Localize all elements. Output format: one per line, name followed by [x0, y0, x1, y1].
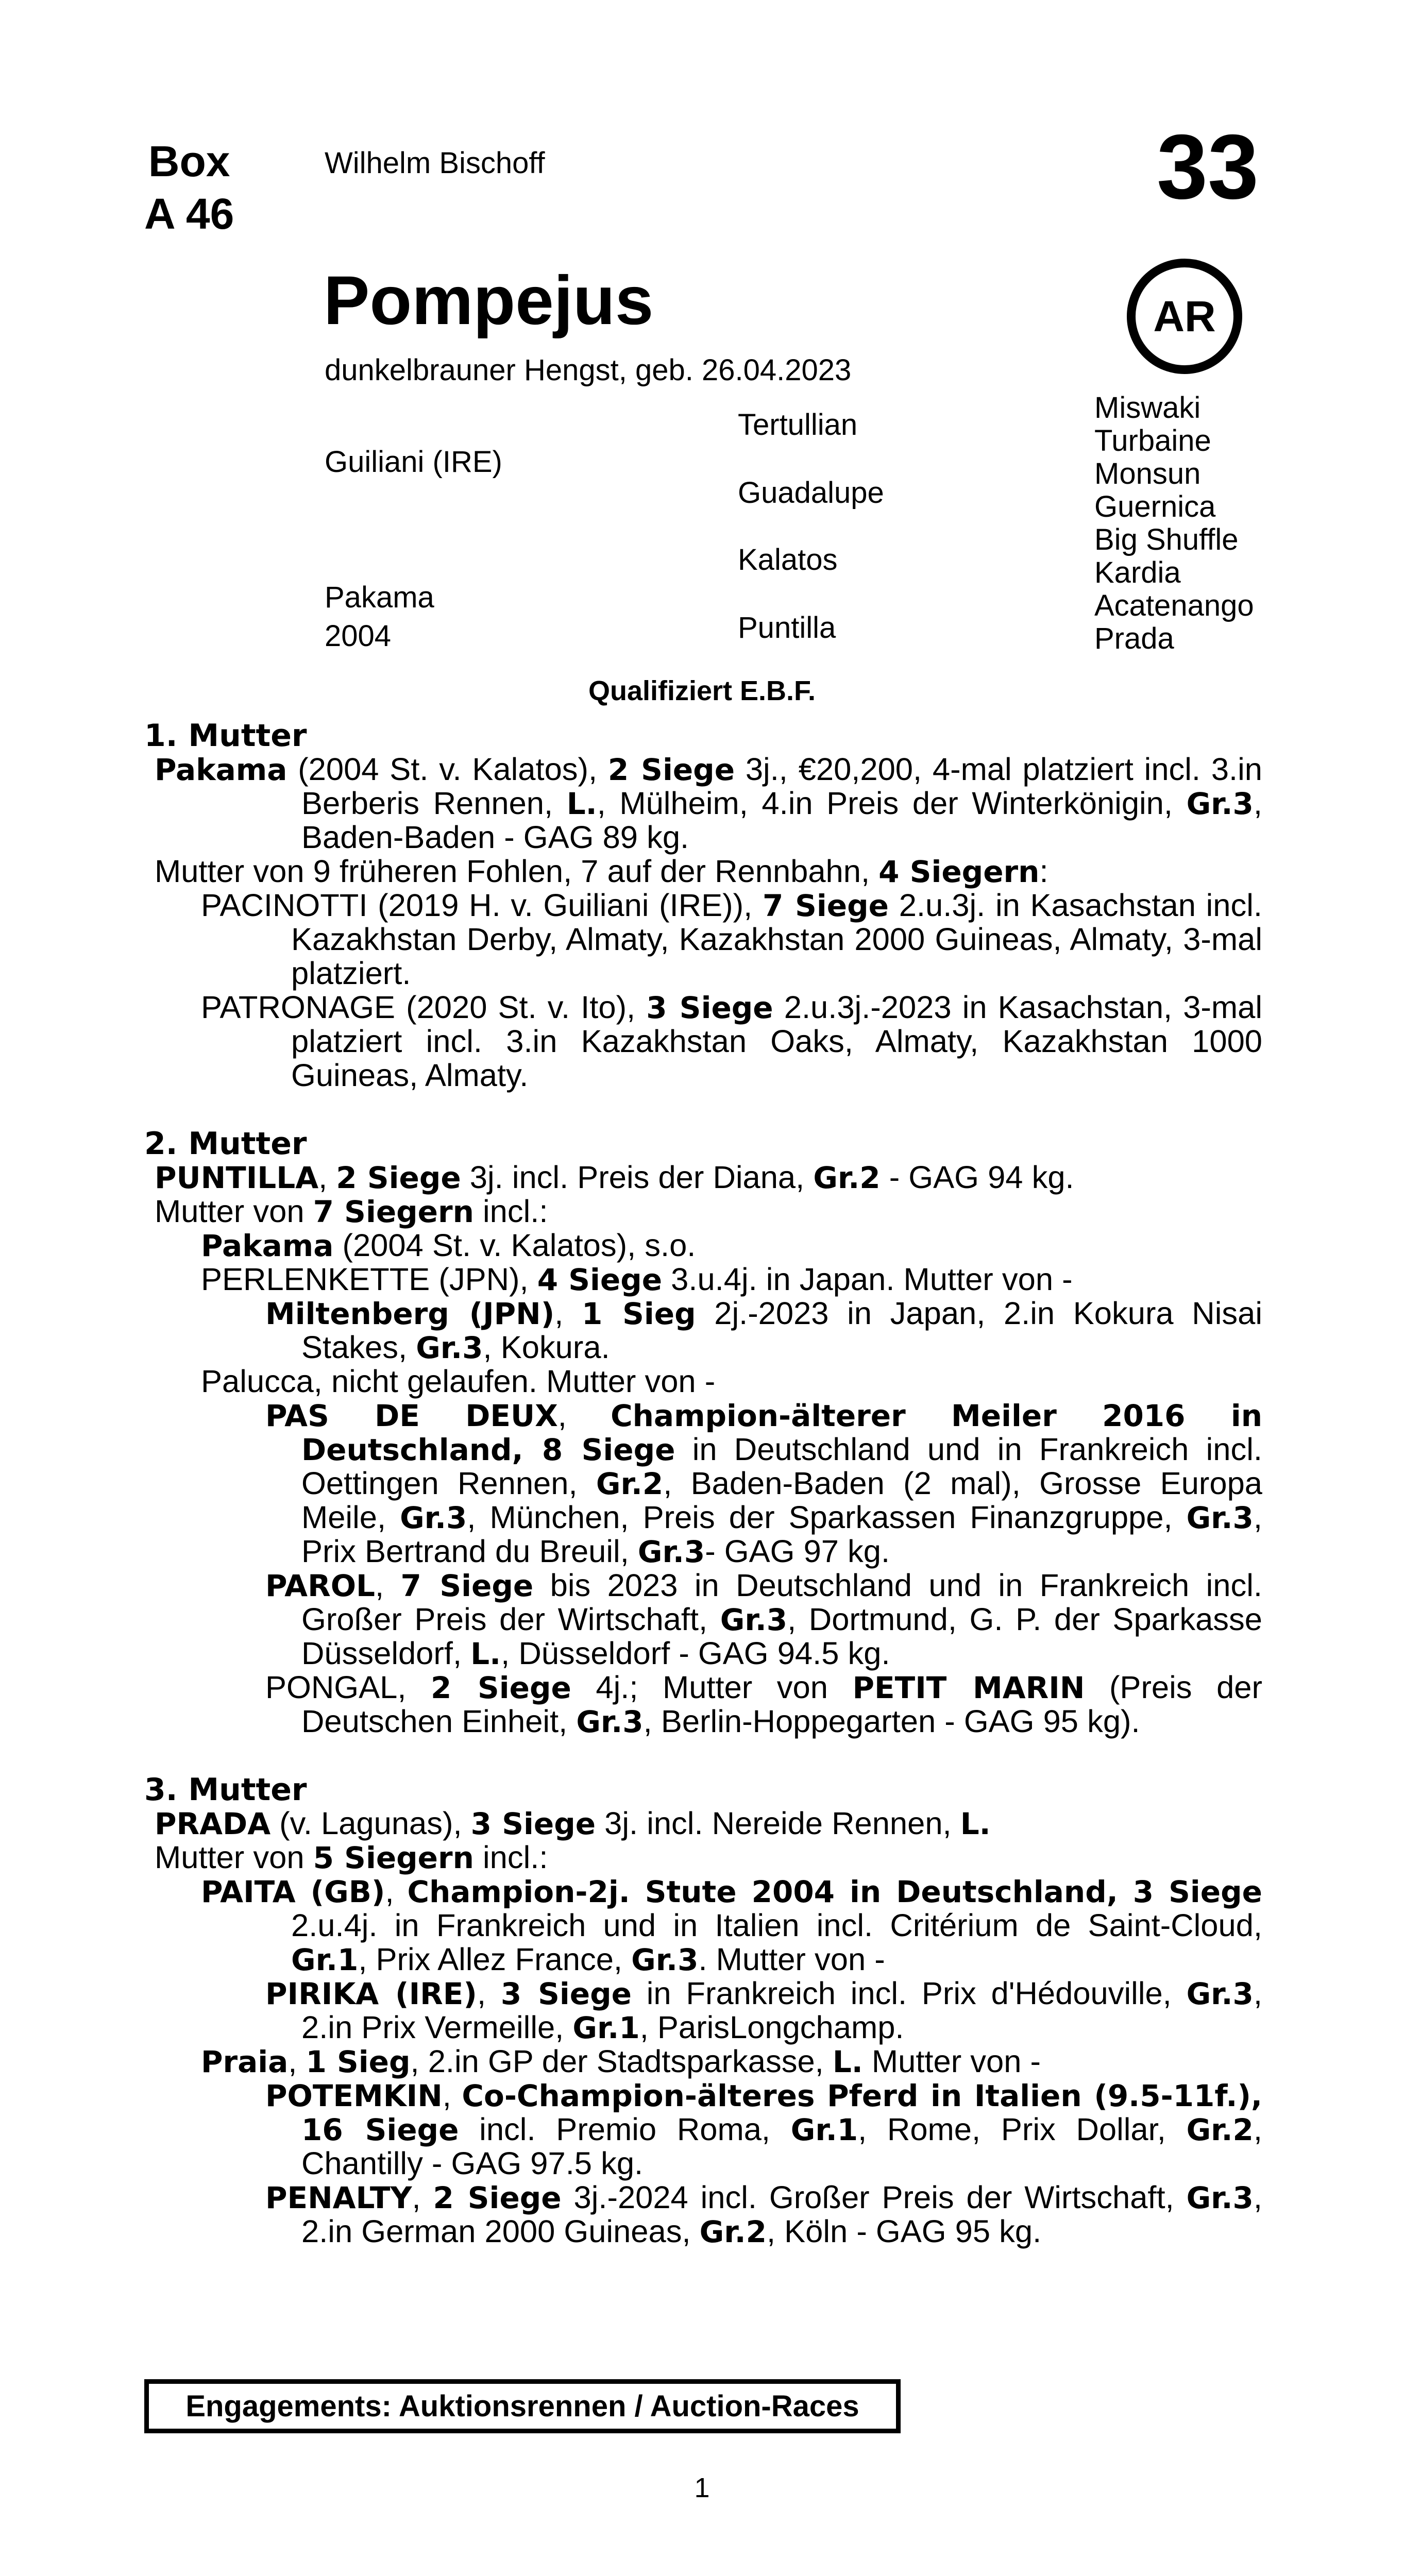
pedigree-great-grandparents [1094, 392, 1254, 655]
pedigree-ggp-4: Guernica [1094, 490, 1216, 523]
pedigree-gp-1: Tertullian [738, 408, 858, 442]
pedigree-ggp-5: Big Shuffle [1094, 523, 1239, 556]
lot-number: 33 [1157, 115, 1259, 218]
box-label [144, 135, 234, 240]
pedigree-sire: Guiliani (IRE) [325, 445, 502, 479]
box-number: A 46 [144, 190, 234, 238]
pedigree-ggp-2: Turbaine [1094, 424, 1211, 457]
engagements-box [144, 2379, 901, 2433]
owner-name: Wilhelm Bischoff [325, 146, 545, 180]
section-gap [144, 1739, 1262, 1773]
pedigree-entry: PAS DE DEUX, Champion-älterer Meiler 2016 in Deutschland, 8 Siege in Deutschland und in Frankreich incl. Oettingen Rennen, Gr.2, Baden-Baden (2 mal), Grosse Europa Meile, Gr.3, München, Preis der Sparkassen Finanzgruppe, Gr.3, Prix Bertrand du Breuil, Gr.3- GAG 97 kg. [265, 1398, 1262, 1569]
pedigree-entry: Pakama (2004 St. v. Kalatos), 2 Siege 3j., €20,200, 4-mal platziert incl. 3.in Berberis Rennen, L., Mülheim, 4.in Preis der Winterkönigin, Gr.3, Baden-Baden - GAG 89 kg. [155, 752, 1262, 855]
ar-badge [1127, 259, 1242, 374]
pedigree-entry: PONGAL, 2 Siege 4j.; Mutter von PETIT MARIN (Preis der Deutschen Einheit, Gr.3, Berlin-Hoppegarten - GAG 95 kg). [265, 1670, 1262, 1739]
pedigree-dam-year: 2004 [325, 619, 392, 653]
section-gap [144, 1093, 1262, 1127]
pedigree-gp-3: Kalatos [738, 543, 838, 577]
ar-badge-label: AR [1153, 292, 1216, 341]
pedigree-entry: Pakama (2004 St. v. Kalatos), s.o. [201, 1228, 696, 1263]
pedigree-entry: Praia, 1 Sieg, 2.in GP der Stadtsparkasse, L. Mutter von - [201, 2044, 1041, 2079]
pedigree-entry: Palucca, nicht gelaufen. Mutter von - [201, 1364, 716, 1399]
catalogue-text [144, 719, 1262, 2249]
pedigree-ggp-7: Acatenango [1094, 589, 1254, 622]
pedigree-entry: PERLENKETTE (JPN), 4 Siege 3.u.4j. in Japan. Mutter von - [201, 1262, 1073, 1297]
pedigree-entry: PATRONAGE (2020 St. v. Ito), 3 Siege 2.u.3j.-2023 in Kasachstan, 3-mal platziert incl. 3.in Kazakhstan Oaks, Almaty, Kazakhstan 1000 Guineas, Almaty. [201, 990, 1262, 1093]
box-label-text: Box [148, 137, 230, 185]
pedigree-dam: Pakama [325, 581, 434, 614]
pedigree-entry: Miltenberg (JPN), 1 Sieg 2j.-2023 in Japan, 2.in Kokura Nisai Stakes, Gr.3, Kokura. [265, 1296, 1262, 1365]
pedigree-entry: PUNTILLA, 2 Siege 3j. incl. Preis der Diana, Gr.2 - GAG 94 kg. [155, 1160, 1074, 1195]
section-title: 2. Mutter [144, 1126, 307, 1162]
pedigree-ggp-1: Miswaki [1094, 391, 1201, 425]
pedigree-entry: Mutter von 9 früheren Fohlen, 7 auf der Rennbahn, 4 Siegern: [155, 854, 1048, 889]
pedigree-gp-4: Puntilla [738, 611, 836, 645]
pedigree-entry: PRADA (v. Lagunas), 3 Siege 3j. incl. Nereide Rennen, L. [155, 1806, 991, 1841]
horse-description: dunkelbrauner Hengst, geb. 26.04.2023 [325, 353, 852, 387]
pedigree-ggp-6: Kardia [1094, 556, 1181, 589]
pedigree-entry: PAROL, 7 Siege bis 2023 in Deutschland und in Frankreich incl. Großer Preis der Wirtschaft, Gr.3, Dortmund, G. P. der Sparkasse Düsseldorf, L., Düsseldorf - GAG 94.5 kg. [265, 1568, 1262, 1671]
pedigree-entry: POTEMKIN, Co-Champion-älteres Pferd in Italien (9.5-11f.), 16 Siege incl. Premio Roma, Gr.1, Rome, Prix Dollar, Gr.2, Chantilly - GAG 97.5 kg. [265, 2078, 1263, 2181]
section-title: 3. Mutter [144, 1772, 307, 1808]
page-number: 1 [694, 2472, 710, 2503]
pedigree-entry: PIRIKA (IRE), 3 Siege in Frankreich incl. Prix d'Hédouville, Gr.3, 2.in Prix Vermeille, Gr.1, ParisLongchamp. [265, 1976, 1263, 2045]
qualification: Qualifiziert E.B.F. [588, 675, 816, 706]
pedigree-entry: Mutter von 7 Siegern incl.: [155, 1194, 548, 1229]
pedigree-ggp-8: Prada [1094, 622, 1174, 655]
horse-name: Pompejus [324, 262, 654, 339]
pedigree-entry: PENALTY, 2 Siege 3j.-2024 incl. Großer Preis der Wirtschaft, Gr.3, 2.in German 2000 Guineas, Gr.2, Köln - GAG 95 kg. [265, 2180, 1262, 2249]
engagements-text: Engagements: Auktionsrennen / Auction-Races [185, 2389, 859, 2423]
section-title: 1. Mutter [144, 718, 307, 754]
pedigree-ggp-3: Monsun [1094, 457, 1201, 490]
pedigree-entry: PACINOTTI (2019 H. v. Guiliani (IRE)), 7 Siege 2.u.3j. in Kasachstan incl. Kazakhstan Derby, Almaty, Kazakhstan 2000 Guineas, Almaty, 3-mal platziert. [201, 888, 1262, 991]
pedigree-gp-2: Guadalupe [738, 476, 884, 510]
pedigree-entry: PAITA (GB), Champion-2j. Stute 2004 in Deutschland, 3 Siege 2.u.4j. in Frankreich und in Italien incl. Critérium de Saint-Cloud, Gr.1, Prix Allez France, Gr.3. Mutter von - [201, 1874, 1262, 1977]
pedigree-entry: Mutter von 5 Siegern incl.: [155, 1840, 548, 1875]
